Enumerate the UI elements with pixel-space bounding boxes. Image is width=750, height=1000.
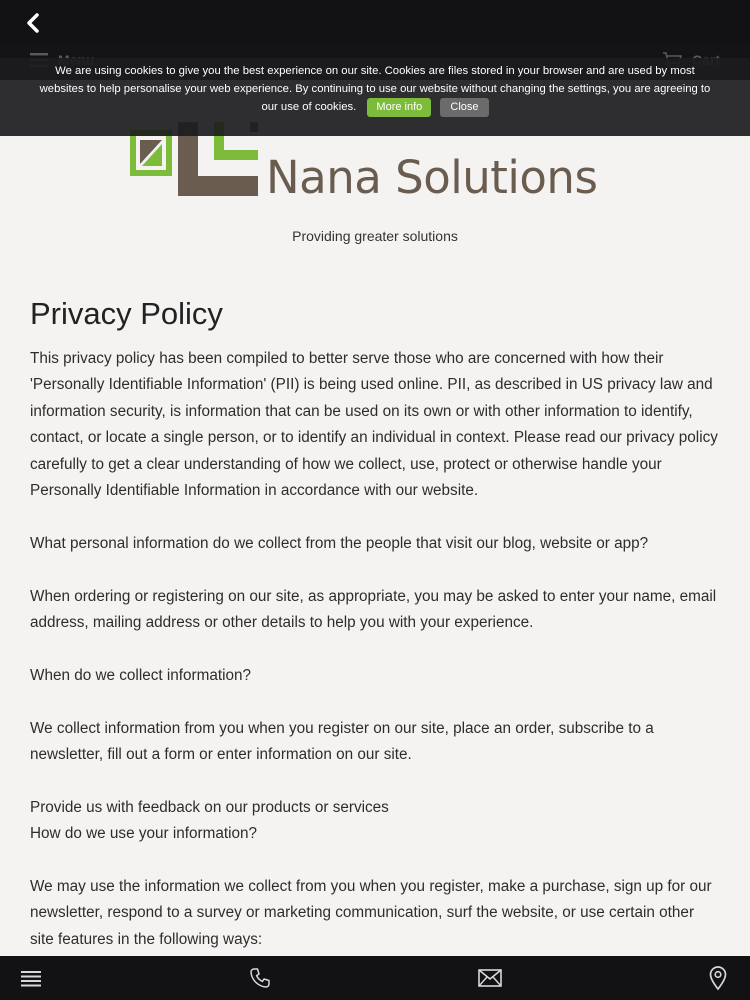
page-title: Privacy Policy xyxy=(30,296,223,331)
cookie-banner-text: We are using cookies to give you the best experience on our site. Cookies are files stored in your browser and are used by most websites to help personalise your web experience. By continuing to use our website without changing the settings, you are agreeing to our use of cookies. xyxy=(39,65,711,113)
brand-name: Nana Solutions xyxy=(266,151,598,204)
call-button[interactable] xyxy=(246,964,274,992)
paragraph-question-collect: What personal information do we collect from the people that visit our blog, website or app? xyxy=(30,534,649,552)
cookie-banner xyxy=(0,58,750,136)
paragraph-question-use: How do we use your information? xyxy=(30,825,258,843)
paragraph-feedback: Provide us with feedback on our products or services xyxy=(30,798,389,816)
close-cookie-button[interactable]: Close xyxy=(440,98,488,117)
email-button[interactable] xyxy=(476,964,504,992)
top-bar xyxy=(0,0,750,44)
paragraph-question-when: When do we collect information? xyxy=(30,666,252,684)
bottom-toolbar xyxy=(0,956,750,1000)
main-content xyxy=(30,296,720,980)
location-button[interactable] xyxy=(704,964,732,992)
hamburger-icon xyxy=(20,969,42,987)
paragraph-collect-when: We collect information from you when you register on our site, place an order, subscribe to a newsletter, fill out a form or enter information on our site. xyxy=(30,719,654,764)
paragraph-intro: This privacy policy has been compiled to better serve those who are concerned with how their 'Personally Identifiable Information' (PII) is being used online. PII, as described in US privacy law and information security, is information that can be used on its own or with other information to identify, contact, or locate a single person, or to identify an individual in context. Please read our privacy policy carefully to get a clear understanding of how we collect, use, protect or otherwise handle your Personally Identifiable Information in accordance with our website. xyxy=(30,350,718,500)
back-button[interactable] xyxy=(18,10,48,36)
chevron-left-icon xyxy=(26,13,40,33)
paragraph-use: We may use the information we collect from you when you register, make a purchase, sign up for our newsletter, respond to a survey or marketing communication, surf the website, or use certain other site features in the following ways: xyxy=(30,878,712,948)
map-pin-icon xyxy=(708,965,728,991)
envelope-icon xyxy=(477,968,503,988)
paragraph-ordering: When ordering or registering on our site, as appropriate, you may be asked to enter your name, email address, mailing address or other details to help you with your experience. xyxy=(30,587,717,632)
brand-tagline: Providing greater solutions xyxy=(292,228,458,244)
more-info-button[interactable]: More info xyxy=(367,98,431,117)
bottom-menu-button[interactable] xyxy=(17,964,45,992)
phone-icon xyxy=(248,966,272,990)
